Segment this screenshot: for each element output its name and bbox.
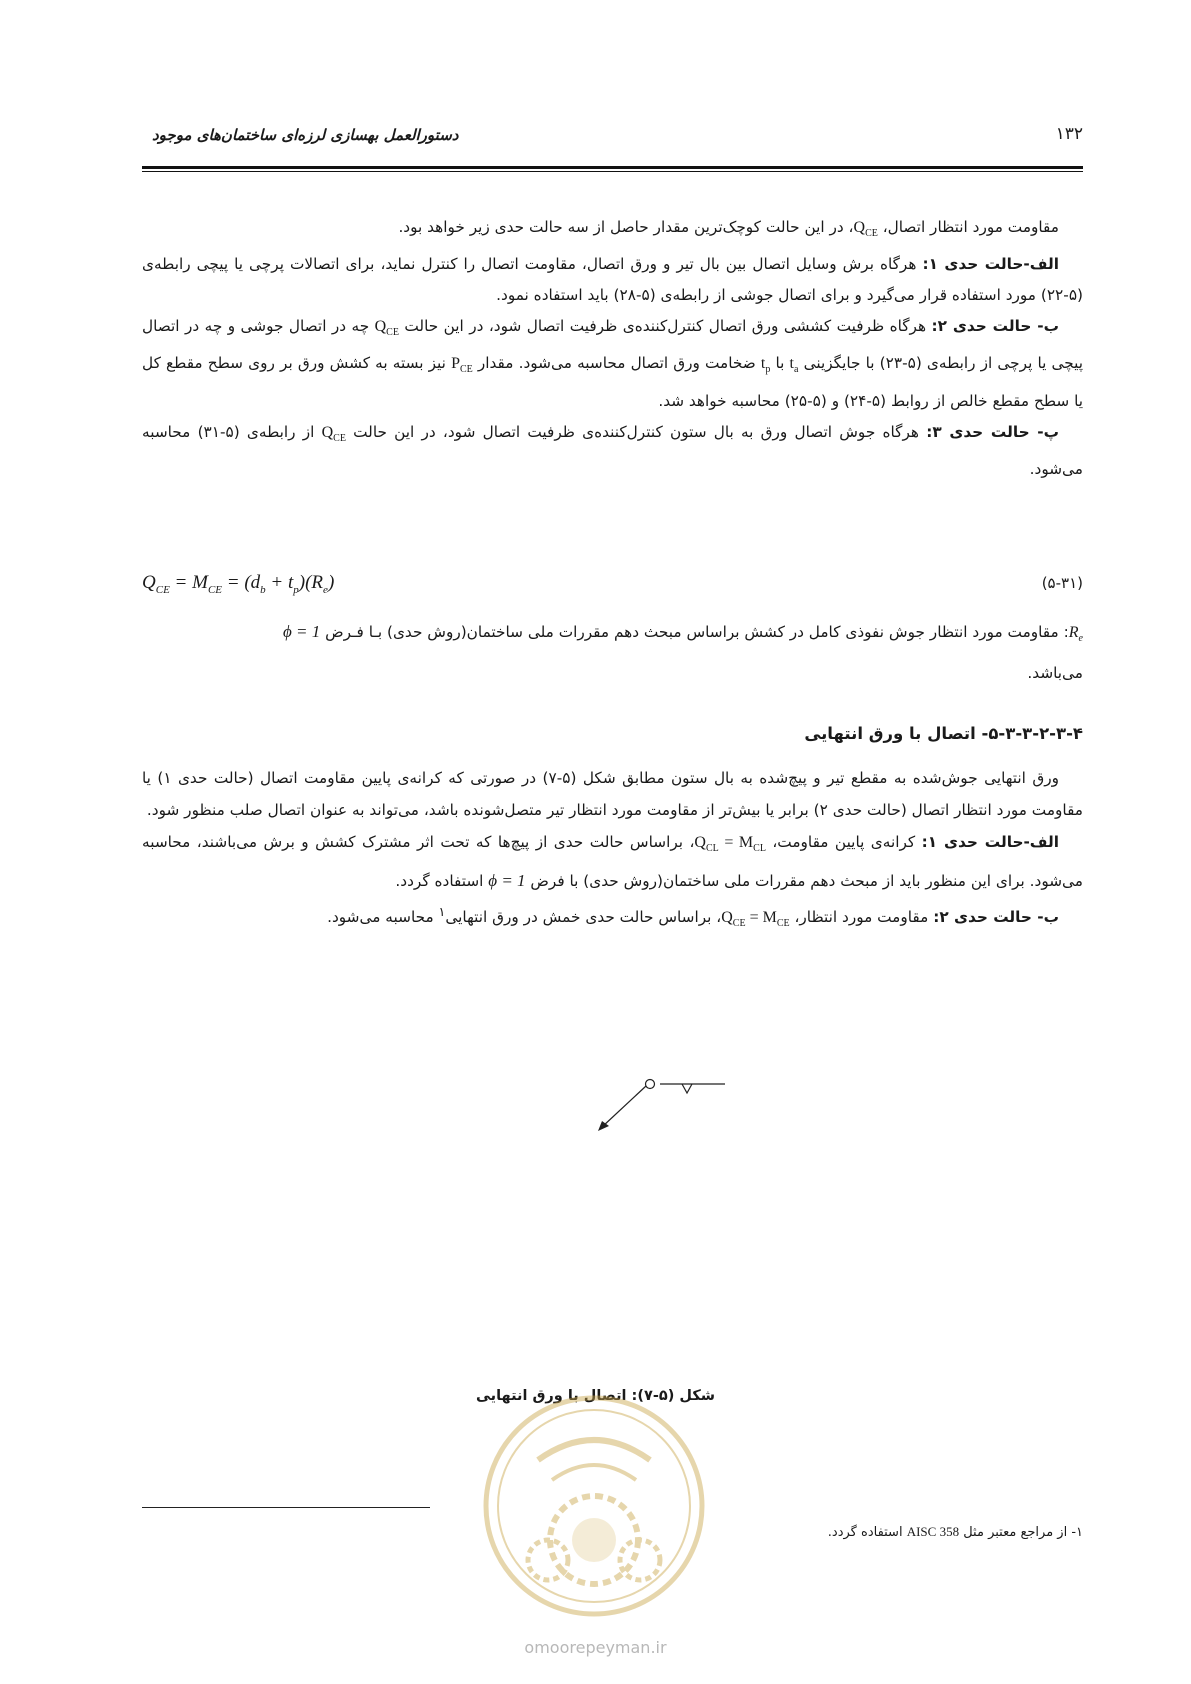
label-limit-state-2: ب- حالت حدی ۲: [931, 317, 1059, 336]
watermark-url: omoorepeyman.ir [524, 1638, 667, 1657]
section-paragraph-1: ورق انتهایی جوش‌شده به مقطع تیر و پیچ‌شده به بال ستون مطابق شکل (۵-۷) در صورتی که کرانه‌ی پایین مقاومت اتصال (حالت حدی ۱) یا مقاومت مورد انتظار اتصال (حالت حدی ۲) برابر یا بیش‌تر از مقاومت مورد انتظار تیر متصل‌شونده باشد، می‌تواند به عنوان اتصال صلب منظور شود. [142, 769, 1083, 819]
equation-number: (۵-۳۱) [1041, 574, 1083, 592]
footnote: ۱- از مراجع معتبر مثل AISC 358 استفاده گردد. [827, 1524, 1083, 1540]
weld-symbol-icon [590, 1075, 730, 1145]
definition-tail: می‌باشد. [1027, 664, 1083, 683]
equation-5-31: $Q_{CE} = M_{CE} = (d_b + t_p)(R_e)$ [142, 572, 335, 596]
footnote-ref: AISC 358 [906, 1524, 960, 1539]
symbol-q-ce: $Q_{CE}$ [853, 219, 878, 240]
header-rule-thin [142, 171, 1083, 172]
symbol-q-ce-eq-m-ce: $Q_{CE} = M_{CE}$ [721, 909, 790, 930]
footnote-rule [142, 1507, 430, 1508]
symbol-p-ce: $P_{CE}$ [451, 355, 473, 376]
label-section-limit-2: ب- حالت حدی ۲: [933, 908, 1059, 927]
figure-caption: شکل (۵-۷): اتصال با ورق انتهایی [475, 1388, 716, 1404]
page-header [142, 124, 1083, 154]
paragraph-limit-state-2: ب- حالت حدی ۲: هرگاه ظرفیت کششی ورق اتصال کنترل‌کننده‌ی ظرفیت اتصال شود، در این حالت $Q_{CE}$ چه در اتصال جوشی و چه در اتصال پیچی یا پرچی از رابطه‌ی (۵-۲۳) با جایگزینی $t_a$ با $t_p$ ضخامت ورق اتصال محاسبه می‌شود. مقدار $P_{CE}$ نیز بسته به کشش ورق بر روی سطح مقطع کل یا سطح مقطع خالص از روابط (۵-۲۴) و (۵-۲۵) محاسبه خواهد شد. [142, 317, 1084, 410]
body-text [142, 212, 1083, 485]
running-title: دستورالعمل بهسازی لرزه‌ای ساختمان‌های موجود [152, 126, 459, 144]
symbol-q-ce: $Q_{CE}$ [374, 318, 399, 339]
paragraph-1: مقاومت مورد انتظار اتصال، $Q_{CE}،$ در این حالت کوچک‌ترین مقدار حاصل از سه حالت حدی زیر خواهد بود. [398, 218, 1059, 240]
symbol-r-e: $R_e$ [1068, 624, 1083, 645]
header-rule [142, 166, 1083, 169]
phi-equals-one: ϕ = 1 [282, 622, 321, 641]
label-limit-state-1: الف-حالت حدی ۱: [922, 255, 1059, 274]
section-body [142, 762, 1083, 940]
symbol-q-ce: $Q_{CE}$ [321, 423, 346, 444]
label-limit-state-3: پ- حالت حدی ۳: [926, 422, 1059, 441]
symbol-t-p: $t_p$ [760, 355, 771, 376]
paragraph-limit-state-3: پ- حالت حدی ۳: هرگاه جوش اتصال ورق به بال ستون کنترل‌کننده‌ی ظرفیت اتصال شود، در این حالت $Q_{CE}$ از رابطه‌ی (۵-۳۱) محاسبه می‌شود. [142, 422, 1083, 478]
label-section-limit-1: الف-حالت حدی ۱: [921, 833, 1060, 851]
phi-equals-one: ϕ = 1 [488, 871, 526, 891]
section-heading: ۵-۳-۳-۲-۳-۴- اتصال با ورق انتهایی [804, 724, 1083, 743]
paragraph-limit-state-1: الف-حالت حدی ۱: هرگاه برش وسایل اتصال بین بال تیر و ورق اتصال، مقاومت اتصال را کنترل نماید، برای اتصالات پرچی یا پیچی رابطه‌ی (۵-۲۲) مورد استفاده قرار می‌گیرد و برای اتصال جوشی از رابطه‌ی (۵-۲۸) باید استفاده نمود. [142, 255, 1083, 305]
section-limit-state-2: ب- حالت حدی ۲: مقاومت مورد انتظار، $Q_{CE}$ = $M_{CE}،$ براساس حالت حدی خمش در ورق انتهایی$^۱$ محاسبه می‌شود. [327, 905, 1059, 930]
equation-row [142, 570, 1083, 604]
symbol-q-cl-eq-m-cl: $Q_{CL} = M_{CL}$ [694, 834, 766, 855]
definition-re: $R_e$: مقاومت مورد انتظار جوش نفوذی کامل در کشش براساس مبحث دهم مقررات ملی ساختمان(روش حدی) بـا فـرض ϕ = 1 می‌باشد. [142, 615, 1083, 690]
symbol-t-a: $t_a$ [789, 355, 799, 376]
footnote-marker: ۱ [438, 905, 446, 921]
page-number: ۱۳۲ [1055, 124, 1083, 144]
seal-watermark-icon [478, 1390, 710, 1622]
section-limit-state-1: الف-حالت حدی ۱: کرانه‌ی پایین مقاومت، $Q_{CL}$ = $M_{CL}،$ براساس حالت حدی از پیچ‌ها که تحت اثر مشترک کشش و برش می‌باشند، محاسبه می‌شود. برای این منظور باید از مبحث دهم مقررات ملی ساختمان(روش حدی) با فرض ϕ = 1 استفاده گردد. [142, 833, 1083, 891]
